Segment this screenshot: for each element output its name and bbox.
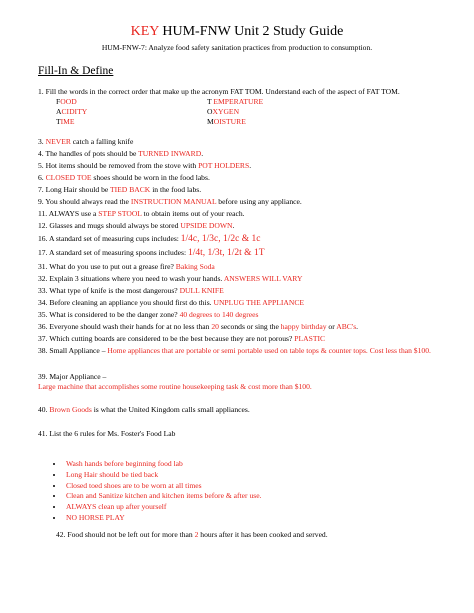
acronym-food: FOOD <box>56 97 77 106</box>
q5-line: 5. Hot items should be removed from the stove with POT HOLDERS. <box>38 161 252 170</box>
q1-text: 1. Fill the words in the correct order that make up the acronym FAT TOM. Understand each of the aspect of FAT TOM. <box>38 87 400 96</box>
q11-line: 11. ALWAYS use a STEP STOOL to obtain items out of your reach. <box>38 209 245 218</box>
q42-line: 42. Food should not be left out for more than 2 hours after it has been cooked and served. <box>56 530 328 539</box>
q7-line: 7. Long Hair should be TIED BACK in the food labs. <box>38 185 202 194</box>
q39-line: 39. Major Appliance – <box>38 372 107 381</box>
q32-line: 32. Explain 3 situations where you need to wash your hands. ANSWERS WILL VARY <box>38 274 303 283</box>
q4-line: 4. The handles of pots should be TURNED INWARD. <box>38 149 204 158</box>
acronym-acidity: ACIDITY <box>56 107 88 116</box>
key-label: KEY <box>130 24 159 39</box>
q16-line: 16. A standard set of measuring cups includes: 1/4c, 1/3c, 1/2c & 1c <box>38 234 261 244</box>
q40-line: 40. Brown Goods is what the United Kingdom calls small appliances. <box>38 405 250 414</box>
q33-line: 33. What type of knife is the most dangerous? DULL KNIFE <box>38 286 224 295</box>
q41-line: 41. List the 6 rules for Ms. Foster's Food Lab <box>38 429 176 438</box>
rule-item: • NO HORSE PLAY <box>64 513 261 524</box>
acronym-time: TIME <box>56 117 75 126</box>
section-heading: Fill-In & Define <box>38 65 114 77</box>
page-title <box>0 24 474 40</box>
rule-item: • Closed toed shoes are to be worn at all times <box>64 481 261 492</box>
standard-line: HUM-FNW-7: Analyze food safety sanitation practices from production to consumption. <box>101 43 373 52</box>
acronym-oxygen: OXYGEN <box>207 107 240 116</box>
q36-line: 36. Everyone should wash their hands for at no less than 20 seconds or sing the happy birthday or ABC's. <box>38 322 359 331</box>
q38-line: 38. Small Appliance – Home appliances that are portable or semi portable used on table tops & counter tops. Cost less than $100. <box>38 346 431 355</box>
rule-item: • ALWAYS clean up after yourself <box>64 502 261 513</box>
q34-line: 34. Before cleaning an appliance you should first do this. UNPLUG THE APPLIANCE <box>38 298 305 307</box>
acronym-moisture: MOISTURE <box>207 117 246 126</box>
rule-item: • Clean and Sanitize kitchen and kitchen items before & after use. <box>64 491 261 502</box>
q17-line: 17. A standard set of measuring spoons includes: 1/4t, 1/3t, 1/2t & 1T <box>38 248 265 258</box>
q31-line: 31. What do you use to put out a grease fire? Baking Soda <box>38 262 215 271</box>
rule-item: • Wash hands before beginning food lab <box>64 459 261 470</box>
q6-line: 6. CLOSED TOE shoes should be worn in the food labs. <box>38 173 210 182</box>
acronym-temperature: T EMPERATURE <box>207 97 264 106</box>
title-text: HUM-FNW Unit 2 Study Guide <box>162 24 344 39</box>
rule-item: • Long Hair should be tied back <box>64 470 261 481</box>
q12-line: 12. Glasses and mugs should always be stored UPSIDE DOWN. <box>38 221 235 230</box>
q35-line: 35. What is considered to be the danger zone? 40 degrees to 140 degrees <box>38 310 259 319</box>
q37-line: 37. Which cutting boards are considered to be the best because they are not porous? PLASTIC <box>38 334 326 343</box>
q39-answer: Large machine that accomplishes some routine housekeeping task & cost more than $100. <box>38 382 312 391</box>
rules-list <box>52 459 261 524</box>
q3-line: 3. NEVER catch a falling knife <box>38 137 134 146</box>
q9-line: 9. You should always read the INSTRUCTION MANUAL before using any appliance. <box>38 197 302 206</box>
